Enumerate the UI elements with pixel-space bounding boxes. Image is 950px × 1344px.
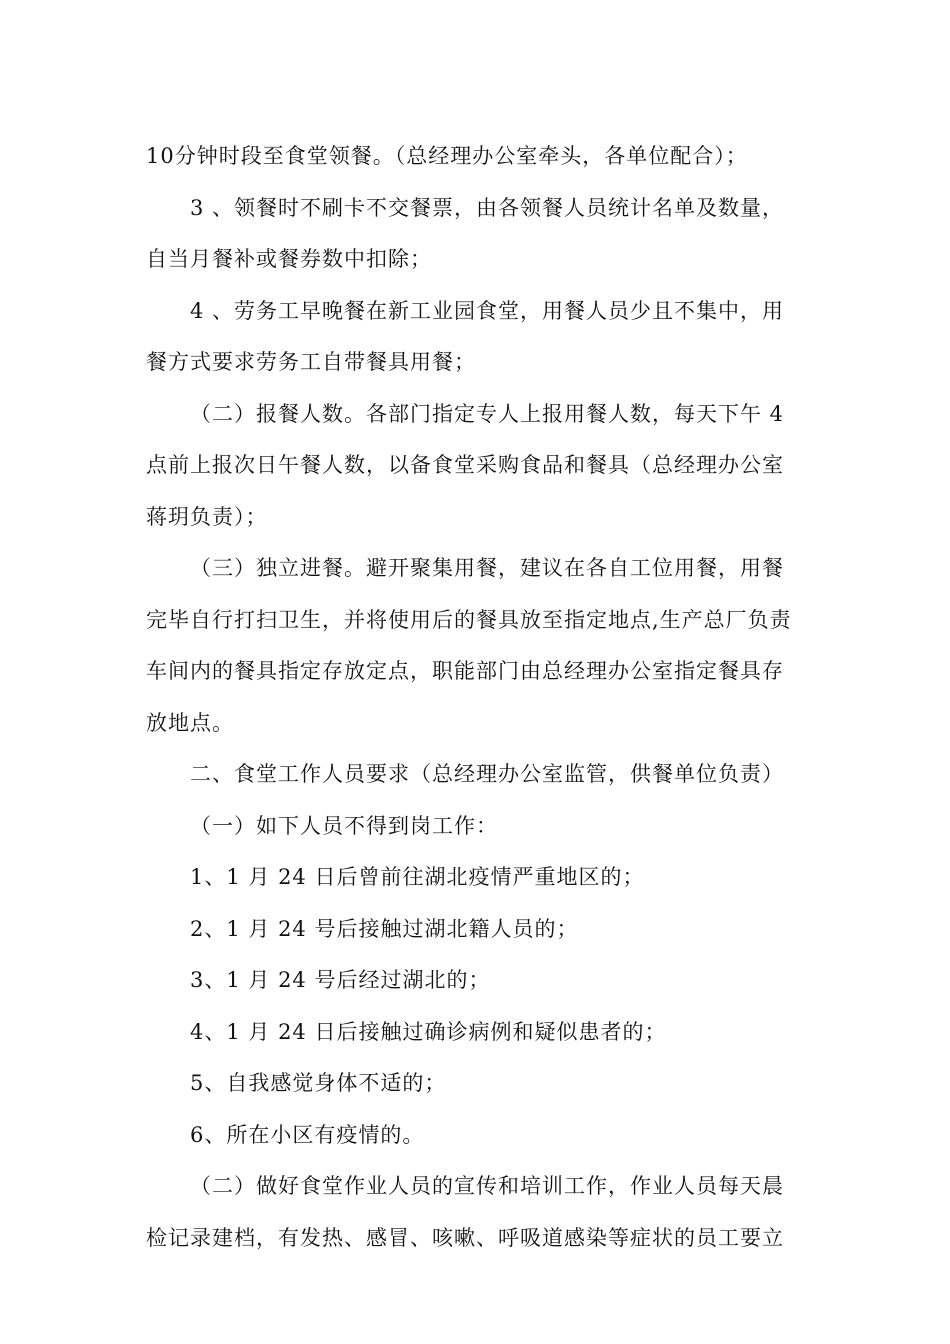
text-line: 点前上报次日午餐人数，以备食堂采购食品和餐具（总经理办公室 bbox=[146, 453, 784, 477]
text-line: 3 、领餐时不刷卡不交餐票，由各领餐人员统计名单及数量， bbox=[190, 195, 785, 220]
list-item: 5、自我感觉身体不适的； bbox=[190, 1071, 447, 1095]
text-line: 自当月餐补或餐券数中扣除； bbox=[146, 247, 432, 271]
document-body bbox=[146, 131, 808, 1264]
text-line: 蒋玥负责）； bbox=[146, 504, 268, 529]
list-item: 6、所在小区有疫情的。 bbox=[190, 1122, 425, 1147]
text-line: 餐方式要求劳务工自带餐具用餐； bbox=[146, 350, 476, 374]
list-item: 2、1 月 24 号后接触过湖北籍人员的； bbox=[190, 916, 579, 941]
section-heading: 二、食堂工作人员要求（总经理办公室监管，供餐单位负责） bbox=[190, 762, 784, 786]
text-line: （二）做好食堂作业人员的宣传和培训工作，作业人员每天晨 bbox=[190, 1174, 784, 1198]
text-line: 放地点。 bbox=[146, 710, 234, 735]
text-line: 完毕自行打扫卫生，并将使用后的餐具放至指定地点,生产总厂负责 bbox=[146, 607, 792, 632]
text-line: 10分钟时段至食堂领餐。（总经理办公室牵头，各单位配合）； bbox=[146, 144, 748, 168]
text-line: 检记录建档，有发热、感冒、咳嗽、呼吸道感染等症状的员工要立 bbox=[146, 1225, 784, 1250]
text-line: （三）独立进餐。避开聚集用餐，建议在各自工位用餐，用餐 bbox=[190, 556, 784, 580]
text-line: （二）报餐人数。各部门指定专人上报用餐人数，每天下午 4 bbox=[190, 401, 785, 426]
list-item: 4、1 月 24 日后接触过确诊病例和疑似患者的； bbox=[190, 1019, 667, 1044]
list-item: 1、1 月 24 日后曾前往湖北疫情严重地区的； bbox=[190, 865, 645, 889]
subsection-heading: （一）如下人员不得到岗工作： bbox=[190, 813, 498, 838]
list-item: 3、1 月 24 号后经过湖北的； bbox=[190, 968, 491, 992]
text-line: 车间内的餐具指定存放定点，职能部门由总经理办公室指定餐具存 bbox=[146, 659, 784, 683]
text-line: 4 、劳务工早晚餐在新工业园食堂，用餐人员少且不集中，用 bbox=[190, 298, 785, 323]
